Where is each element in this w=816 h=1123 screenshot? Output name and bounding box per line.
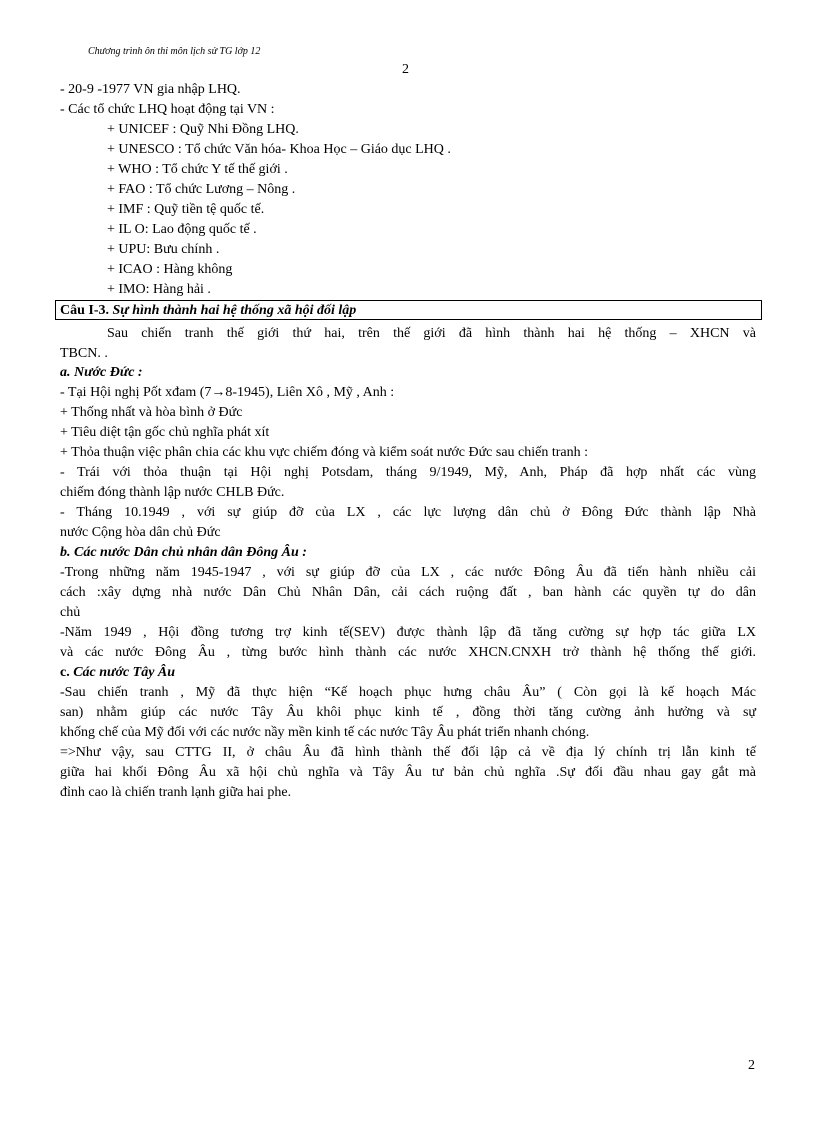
section-prefix: Câu I-3. <box>60 303 113 318</box>
text-line: - Các tổ chức LHQ hoạt động tại VN : <box>60 102 275 117</box>
subheading-a: a. Nước Đức : <box>60 365 143 380</box>
section-title-text: Sự hình thành hai hệ thống xã hội đối lập <box>112 303 357 318</box>
subheading-b: b. Các nước Dân chủ nhân dân Đông Âu : <box>60 545 307 560</box>
paragraph-line: =>Như vậy, sau CTTG II, ở châu Âu đã hình thành thế đối lập cả về địa lý chính trị lẫn kinh tế <box>60 745 756 760</box>
paragraph-line: Sau chiến tranh thế giới thứ hai, trên thế giới đã hình thành hai hệ thống – XHCN và <box>107 326 756 341</box>
paragraph-line: chiếm đóng thành lập nước CHLB Đức. <box>60 485 285 500</box>
page-number-top: 2 <box>402 62 409 77</box>
page-number-bottom: 2 <box>748 1058 755 1073</box>
paragraph-line: -Sau chiến tranh , Mỹ đã thực hiện “Kế hoạch phục hưng châu Âu” ( Còn gọi là kế hoạch Mác <box>60 685 756 700</box>
paragraph-line: và các nước Đông Âu , từng bước hình thành các nước XHCN.CNXH trở thành hệ thống thế giới. <box>60 645 756 660</box>
text-line: - Tại Hội nghị Pốt xđam (7→8-1945), Liên Xô , Mỹ , Anh : <box>60 385 395 400</box>
org-item: + WHO : Tổ chức Y tế thế giới . <box>107 162 288 177</box>
org-item: + UNICEF : Quỹ Nhi Đồng LHQ. <box>107 122 299 137</box>
org-item: + IL O: Lao động quốc tế . <box>107 222 257 237</box>
running-header: Chương trình ôn thi môn lịch sử TG lớp 12 <box>88 46 261 57</box>
org-item: + FAO : Tổ chức Lương – Nông . <box>107 182 296 197</box>
paragraph-line: giữa hai khối Đông Âu xã hội chủ nghĩa và Tây Âu tư bản chủ nghĩa .Sự đối đầu nhau gay gắt mà <box>60 765 756 780</box>
subheading-c <box>60 664 175 682</box>
org-item: + UNESCO : Tổ chức Văn hóa- Khoa Học – Giáo dục LHQ . <box>107 142 451 157</box>
text-line: - 20-9 -1977 VN gia nhập LHQ. <box>60 82 241 97</box>
text-line: + Thỏa thuận việc phân chia các khu vực chiếm đóng và kiểm soát nước Đức sau chiến tranh : <box>60 445 589 460</box>
text-line: + Thống nhất và hòa bình ở Đức <box>60 405 243 420</box>
paragraph-line: - Trái với thỏa thuận tại Hội nghị Potsdam, tháng 9/1949, Mỹ, Anh, Pháp đã hợp nhất các vùng <box>60 465 756 480</box>
org-item: + IMF : Quỹ tiền tệ quốc tế. <box>107 202 265 217</box>
text-line: + Tiêu diệt tận gốc chủ nghĩa phát xít <box>60 425 270 440</box>
paragraph-line: đỉnh cao là chiến tranh lạnh giữa hai phe. <box>60 785 292 800</box>
paragraph-line: -Năm 1949 , Hội đồng tương trợ kinh tế(SEV) được thành lập đã tăng cường sự hợp tác giữa LX <box>60 625 756 640</box>
paragraph-line: nước Cộng hòa dân chủ Đức <box>60 525 221 540</box>
org-item: + UPU: Bưu chính . <box>107 242 220 257</box>
paragraph-line: san) nhằm giúp các nước Tây Âu khôi phục kinh tế , đồng thời tăng cường ảnh hưởng và sự <box>60 705 756 720</box>
org-item: + ICAO : Hàng không <box>107 262 233 277</box>
paragraph-line: - Tháng 10.1949 , với sự giúp đỡ của LX , các lực lượng dân chủ ở Đông Đức thành lập Nhà <box>60 505 756 520</box>
paragraph-line: chủ <box>60 605 81 620</box>
subheading-c-prefix: c. <box>60 665 74 680</box>
section-title <box>60 302 356 319</box>
paragraph-line: khống chế của Mỹ đối với các nước nầy mền kinh tế các nước Tây Âu phát triển nhanh chóng. <box>60 725 590 740</box>
paragraph-line: cách :xây dựng nhà nước Dân Chủ Nhân Dân, cải cách ruộng đất , ban hành các quyền tự do dân <box>60 585 756 600</box>
paragraph-line: -Trong những năm 1945-1947 , với sự giúp đỡ của LX , các nước Đông Âu đã tiến hành nhiều cải <box>60 565 756 580</box>
paragraph-line: TBCN. . <box>60 346 108 361</box>
org-item: + IMO: Hàng hải . <box>107 282 211 297</box>
subheading-c-text: Các nước Tây Âu <box>73 665 176 680</box>
